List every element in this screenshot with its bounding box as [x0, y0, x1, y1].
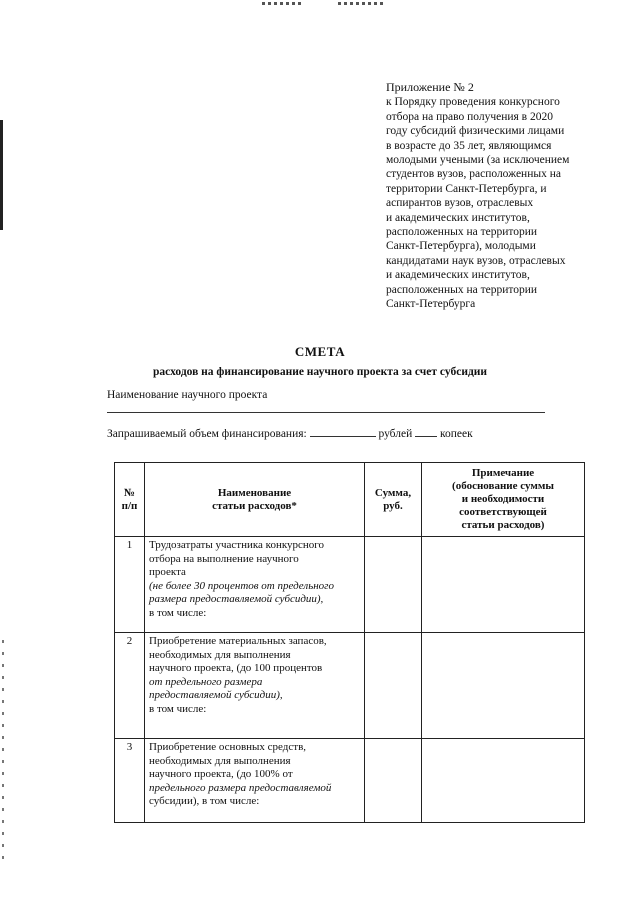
expense-item-line: необходимых для выполнения	[149, 648, 291, 661]
appendix-line: расположенных на территории	[386, 226, 538, 239]
appendix-line: кандидатами наук вузов, отраслевых	[386, 254, 566, 267]
appendix-line: в возрасте до 35 лет, являющимся	[386, 139, 552, 152]
expense-item-name	[145, 739, 365, 823]
sum-cell[interactable]	[365, 537, 422, 633]
estimate-table	[114, 462, 585, 823]
table-row	[115, 633, 585, 739]
expense-item-line: в том числе:	[149, 606, 207, 619]
appendix-heading: Приложение № 2	[386, 80, 474, 94]
scan-edge-mark	[0, 120, 3, 230]
appendix-line: расположенных на территории	[386, 283, 538, 296]
expense-item-line: Приобретение основных средств,	[149, 741, 307, 753]
expense-item-line: Приобретение материальных запасов,	[149, 635, 327, 647]
scan-margin-dots	[2, 640, 4, 860]
project-name-fill-line	[107, 412, 545, 413]
expense-item-line: отбора на выполнение научного	[149, 552, 299, 565]
expense-item-line: научного проекта, (до 100 процентов	[149, 662, 323, 675]
appendix-line: и академических институтов,	[386, 269, 530, 282]
row-number: 1	[115, 537, 145, 633]
note-cell[interactable]	[422, 633, 585, 739]
appendix-line: Санкт-Петербурга), молодыми	[386, 240, 536, 253]
expense-item-line: от предельного размера	[149, 675, 263, 688]
note-cell[interactable]	[422, 537, 585, 633]
appendix-line: студентов вузов, расположенных на	[386, 168, 561, 181]
appendix-block	[386, 80, 606, 312]
expense-item-line: (не более 30 процентов от предельного	[149, 579, 334, 592]
table-header-row	[115, 463, 585, 537]
appendix-line: и академических институтов,	[386, 211, 530, 224]
scan-top-mark	[262, 2, 302, 5]
expense-item-line: предельного размера предоставляемой	[149, 781, 332, 794]
appendix-line: Санкт-Петербурга	[386, 298, 476, 311]
table-row	[115, 537, 585, 633]
scan-top-mark	[338, 2, 384, 5]
kopecks-label: копеек	[440, 428, 473, 440]
header-num: № п/п	[115, 463, 145, 537]
appendix-line: аспирантов вузов, отраслевых	[386, 197, 534, 210]
rubles-blank	[310, 426, 376, 437]
appendix-line: к Порядку проведения конкурсного	[386, 96, 560, 109]
appendix-text	[386, 95, 606, 311]
appendix-line: территории Санкт-Петербурга, и	[386, 182, 547, 195]
header-sum: Сумма, руб.	[365, 463, 422, 537]
rubles-label: рублей	[378, 428, 413, 440]
appendix-line: молодыми учеными (за исключением	[386, 154, 570, 167]
expense-item-line: Трудозатраты участника конкурсного	[149, 539, 325, 551]
expense-item-line: субсидии), в том числе:	[149, 795, 260, 808]
expense-item-line: проекта	[149, 566, 186, 579]
header-name: Наименование статьи расходов*	[145, 463, 365, 537]
kopecks-blank	[415, 426, 437, 437]
table-row	[115, 739, 585, 823]
expense-item-line: предоставляемой субсидии),	[149, 689, 283, 702]
document-subtitle: расходов на финансирование научного проекта за счет субсидии	[152, 366, 488, 378]
document-title: СМЕТА	[294, 344, 346, 359]
expense-item-name	[145, 537, 365, 633]
row-number: 3	[115, 739, 145, 823]
expense-item-line: в том числе:	[149, 702, 207, 715]
expense-item-line: необходимых для выполнения	[149, 754, 291, 767]
sum-cell[interactable]	[365, 739, 422, 823]
expense-item-line: размера предоставляемой субсидии),	[149, 593, 324, 606]
expense-item-line: научного проекта, (до 100% от	[149, 768, 293, 781]
appendix-line: году субсидий физическими лицами	[386, 125, 565, 138]
row-number: 2	[115, 633, 145, 739]
funding-label: Запрашиваемый объем финансирования:	[107, 428, 307, 440]
header-note: Примечание (обоснование суммы и необходимости соответствующей статьи расходов)	[422, 463, 585, 537]
note-cell[interactable]	[422, 739, 585, 823]
appendix-line: отбора на право получения в 2020	[386, 110, 553, 123]
funding-line	[107, 426, 473, 440]
expense-item-name	[145, 633, 365, 739]
sum-cell[interactable]	[365, 633, 422, 739]
project-name-label: Наименование научного проекта	[107, 389, 268, 401]
